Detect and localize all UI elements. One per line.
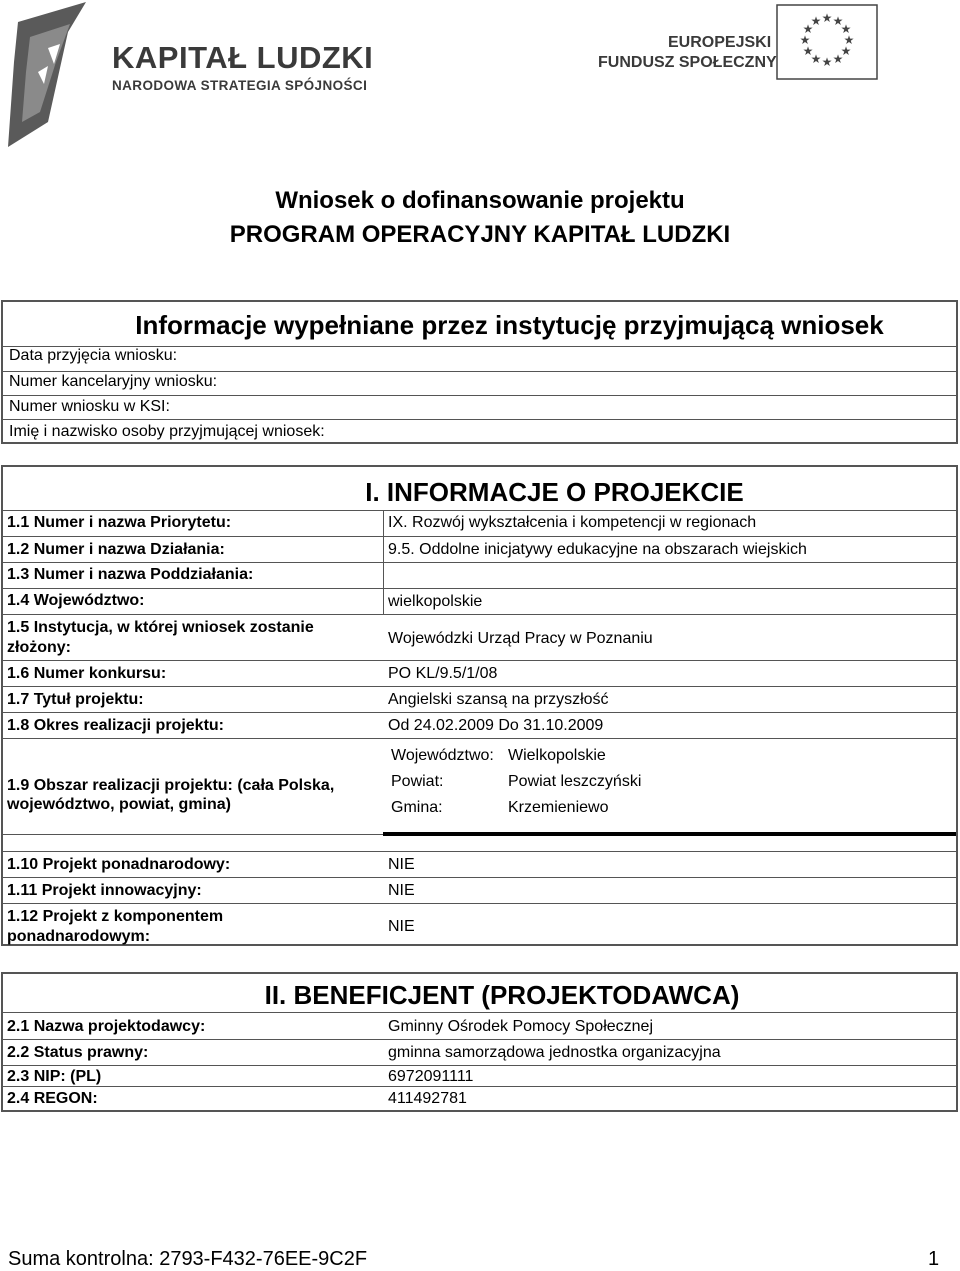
kapital-ludzki-emblem-icon (8, 2, 118, 147)
svg-text:★: ★ (840, 44, 852, 58)
page-number: 1 (928, 1248, 940, 1270)
project-period-value: Od 24.02.2009 Do 31.10.2009 (388, 717, 604, 734)
project-title-label: 1.7 Tytuł projektu: (7, 691, 144, 708)
transnational-component-label: 1.12 Projekt z komponentem (7, 908, 224, 925)
kl-title: KAPITAŁ LUDZKI (112, 40, 374, 75)
transnational-value: NIE (388, 856, 415, 873)
intake-received-date: Data przyjęcia wniosku: (9, 347, 178, 364)
area-voivodeship-value: Wielkopolskie (508, 747, 606, 764)
svg-text:★: ★ (840, 22, 852, 36)
voivodeship-value: wielkopolskie (388, 593, 483, 610)
document-title-line1: Wniosek o dofinansowanie projektu (275, 187, 685, 214)
priority-value: IX. Rozwój wykształcenia i kompetencji w regionach (388, 514, 757, 531)
svg-text:★: ★ (799, 33, 811, 47)
transnational-label: 1.10 Projekt ponadnarodowy: (7, 856, 231, 873)
institution-label: 1.5 Instytucja, w której wniosek zostanie (7, 619, 314, 636)
action-label: 1.2 Numer i nazwa Działania: (7, 541, 225, 558)
area-label: 1.9 Obszar realizacji projektu: (cała Polska, (7, 777, 335, 794)
kl-subtitle: NARODOWA STRATEGIA SPÓJNOŚCI (112, 78, 368, 93)
svg-text:★: ★ (821, 55, 833, 69)
document-title-line2: PROGRAM OPERACYJNY KAPITAŁ LUDZKI (229, 221, 731, 248)
regon-value: 411492781 (388, 1090, 467, 1107)
intake-office-number: Numer kancelaryjny wniosku: (9, 373, 218, 390)
regon-label: 2.4 REGON: (7, 1090, 98, 1107)
intake-receiver-name: Imię i nazwisko osoby przyjmującej wniosek: (9, 423, 325, 440)
svg-text:★: ★ (832, 52, 844, 66)
intake-heading: Informacje wypełniane przez instytucję przyjmującą wniosek (135, 310, 884, 340)
priority-label: 1.1 Numer i nazwa Priorytetu: (7, 514, 232, 531)
svg-text:★: ★ (802, 44, 814, 58)
applicant-name-value: Gminny Ośrodek Pomocy Społecznej (388, 1018, 653, 1035)
svg-text:★: ★ (810, 52, 822, 66)
innovative-label: 1.11 Projekt innowacyjny: (7, 882, 202, 899)
institution-value: Wojewódzki Urząd Pracy w Poznaniu (388, 630, 653, 647)
area-voivodeship-key: Województwo: (391, 747, 494, 764)
nip-value: 6972091111 (388, 1068, 474, 1085)
section-beneficiary (1, 972, 958, 1112)
competition-number-value: PO KL/9.5/1/08 (388, 665, 498, 682)
intake-box (1, 300, 958, 444)
svg-text:★: ★ (802, 22, 814, 36)
area-county-key: Powiat: (391, 773, 444, 790)
svg-text:★: ★ (810, 14, 822, 28)
voivodeship-label: 1.4 Województwo: (7, 592, 145, 609)
section-project-info (1, 465, 958, 946)
subaction-label: 1.3 Numer i nazwa Poddziałania: (7, 566, 254, 583)
innovative-value: NIE (388, 882, 415, 899)
efs-line1: EUROPEJSKI (668, 34, 772, 51)
competition-number-label: 1.6 Numer konkursu: (7, 665, 167, 682)
area-commune-value: Krzemieniewo (508, 799, 609, 816)
applicant-name-label: 2.1 Nazwa projektodawcy: (7, 1018, 206, 1035)
area-label-line2: województwo, powiat, gmina) (7, 796, 231, 813)
svg-text:★: ★ (832, 14, 844, 28)
nip-label: 2.3 NIP: (PL) (7, 1068, 102, 1085)
checksum: Suma kontrolna: 2793-F432-76EE-9C2F (8, 1248, 368, 1270)
transnational-component-label-line2: ponadnarodowym: (7, 928, 151, 945)
svg-text:★: ★ (843, 33, 855, 47)
eu-flag-icon (776, 4, 878, 80)
transnational-component-value: NIE (388, 918, 415, 935)
institution-label-line2: złożony: (7, 639, 71, 656)
efs-line2: FUNDUSZ SPOŁECZNY (598, 54, 777, 71)
section1-heading: I. INFORMACJE O PROJEKCIE (365, 477, 744, 507)
svg-text:★: ★ (821, 11, 833, 25)
legal-status-label: 2.2 Status prawny: (7, 1044, 149, 1061)
area-county-value: Powiat leszczyński (508, 773, 642, 790)
section2-heading: II. BENEFICJENT (PROJEKTODAWCA) (264, 980, 740, 1010)
project-title-value: Angielski szansą na przyszłość (388, 691, 609, 708)
action-value: 9.5. Oddolne inicjatywy edukacyjne na obszarach wiejskich (388, 541, 807, 558)
area-commune-key: Gmina: (391, 799, 443, 816)
legal-status-value: gminna samorządowa jednostka organizacyjna (388, 1044, 721, 1061)
project-period-label: 1.8 Okres realizacji projektu: (7, 717, 224, 734)
intake-ksi-number: Numer wniosku w KSI: (9, 398, 170, 415)
